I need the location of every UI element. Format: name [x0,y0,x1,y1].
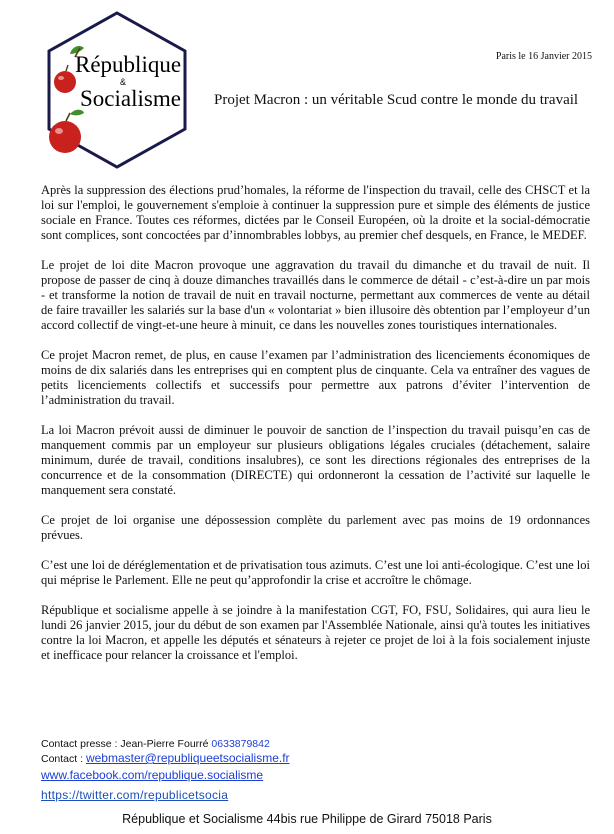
logo [42,10,192,170]
logo-socialisme: Socialisme [80,86,181,111]
contacts-block [41,738,601,804]
press-phone[interactable]: 0633879842 [211,738,270,750]
paragraph-1: Après la suppression des élections prud’homales, la réforme de l'inspection du travail, celle des CHSCT et la loi sur l'emploi, le gouvernement s'emploie à continuer la suppression pure et simple des éléments de justice sociale en France. Toutes ces réformes, dictées par le Conseil Européen, où la droite et la social-démocratie sont complices, sont concoctées par d’innombrables lobbys, au premier chef desquels, en France, le MEDEF. [41,183,590,242]
paragraph-5: Ce projet de loi organise une dépossession complète du parlement avec pas moins de 19 ordonnances prévues. [41,513,590,542]
footer-address: République et Socialisme 44bis rue Philippe de Girard 75018 Paris [122,812,492,826]
press-release-body [41,183,590,678]
paragraph-7: République et socialisme appelle à se joindre à la manifestation CGT, FO, FSU, Solidaires, qui aura lieu le lundi 26 janvier 2015, jour du début de son examen par l'Assemblée Nationale, ainsi qu'à toutes les initiatives contre la loi Macron, et appelle les députés et sénateurs à rejeter ce projet de loi à la fois socialement injuste et inefficace pour relancer la croissance et l'emploi. [41,603,590,662]
email-contact [41,751,601,766]
logo-republique: République [75,52,182,77]
facebook-link[interactable]: www.facebook.com/republique.socialisme [41,768,264,782]
press-contact [41,738,601,751]
date: Paris le 16 Janvier 2015 [495,51,592,62]
twitter-link[interactable]: https://twitter.com/republicetsocia [41,788,229,802]
paragraph-2: Le projet de loi dite Macron provoque une aggravation du travail du dimanche et du travail de nuit. Il propose de passer de cinq à douze dimanches travaillés dans le commerce de détail - c’est-à-dire un par mois - et transforme la notion de travail de nuit en travail nocturne, permettant aux commerces de vente au détail de faire travailler les salariés sur la base d'un « volontariat » bien illusoire dès obtention par l’employeur d’un accord collectif de vingt-et-une heure à minuit, ce dans les nouvelles zones touristiques internationales. [41,258,590,332]
paragraph-3: Ce projet Macron remet, de plus, en cause l’examen par l’administration des licenciements économiques de moins de dix salariés dans les entreprises qui en comptent plus de cinquante. Cela va entraîner des vagues de petits licenciements collectifs et successifs pour permettre aux patrons d’éviter l’intervention de l’administration du travail. [41,348,590,407]
press-contact-label: Contact presse : Jean-Pierre Fourré [41,738,209,750]
twitter-row [41,786,601,804]
facebook-row [41,766,601,784]
paragraph-6: C’est une loi de déréglementation et de privatisation tous azimuts. C’est une loi anti-écologique. C’est une loi qui méprise le Parlement. Elle ne peut qu’approfondir la crise et accroître le chômage. [41,558,590,587]
paragraph-4: La loi Macron prévoit aussi de diminuer le pouvoir de sanction de l’inspection du travail puisqu’en cas de manquement commis par un employeur sur plusieurs obligations légales cruciales (détachement, salaire minimum, durée de travail, conditions insalubres), ce sont les directions régionales des entreprises de la concurrence et de la consommation (DIRECTE) qui ordonneront la cessation de l’activité sur laquelle le manquement sera constaté. [41,423,590,497]
email-link[interactable]: webmaster@republiqueetsocialisme.fr [85,751,290,765]
contact-label: Contact : [41,753,84,765]
page-title: Projet Macron : un véritable Scud contre le monde du travail [214,92,579,108]
logo-ampersand: & [120,77,127,87]
